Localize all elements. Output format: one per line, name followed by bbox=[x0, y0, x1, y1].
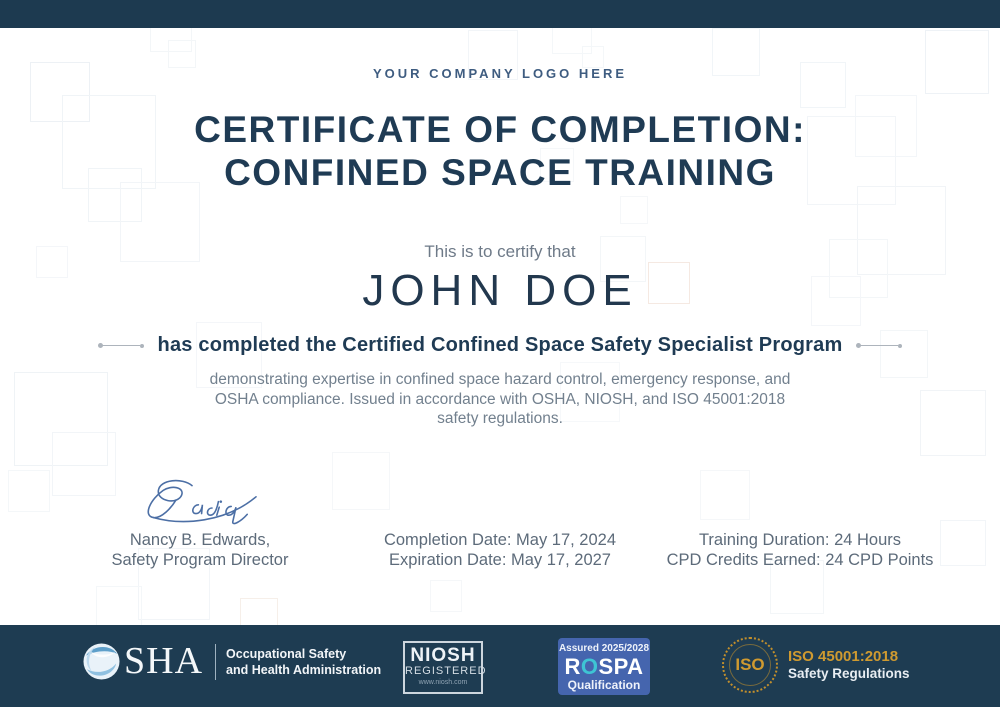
iso-standard: ISO 45001:2018 bbox=[788, 648, 899, 665]
niosh-name: NIOSH bbox=[410, 645, 476, 666]
credits-block bbox=[655, 530, 945, 570]
rospa-qualification: Qualification bbox=[567, 678, 641, 692]
osha-name-line1: Occupational Safety bbox=[226, 646, 347, 661]
osha-acronym: SHA bbox=[124, 640, 204, 682]
rospa-name bbox=[558, 655, 650, 679]
iso-subtitle: Safety Regulations bbox=[788, 666, 910, 681]
dates-block bbox=[355, 530, 645, 570]
divider-ornament-left-icon bbox=[102, 345, 140, 346]
niosh-badge bbox=[403, 641, 487, 694]
certificate-title-line2: CONFINED SPACE TRAINING bbox=[224, 152, 776, 193]
cpd-credits: CPD Credits Earned: 24 CPD Points bbox=[666, 551, 934, 569]
signature-image bbox=[135, 476, 265, 532]
certificate-description: demonstrating expertise in confined space hazard control, emergency response, and OSHA compliance. Issued in accordance with OSHA, NIOSH, and ISO 45001:2018 safety regulations. bbox=[209, 371, 791, 427]
rospa-badge bbox=[558, 638, 650, 695]
iso-seal-icon bbox=[722, 637, 778, 693]
program-line: has completed the Certified Confined Space Safety Specialist Program bbox=[157, 334, 843, 356]
signatory-title: Safety Program Director bbox=[111, 551, 289, 569]
iso-text-block bbox=[788, 648, 910, 682]
iso-badge bbox=[722, 637, 910, 693]
osha-logo bbox=[83, 640, 382, 682]
osha-name-line2: and Health Administration bbox=[226, 662, 382, 677]
signatory-block bbox=[55, 530, 345, 570]
training-duration: Training Duration: 24 Hours bbox=[698, 531, 902, 549]
certificate-title bbox=[0, 108, 1000, 194]
osha-globe-icon bbox=[83, 643, 120, 680]
rospa-assured: Assured 2025/2028 bbox=[558, 643, 650, 654]
niosh-status: REGISTERED bbox=[405, 665, 487, 677]
iso-seal-text: ISO bbox=[729, 644, 771, 686]
certify-text: This is to certify that bbox=[424, 242, 576, 261]
top-accent-bar bbox=[0, 0, 1000, 28]
osha-full-name bbox=[226, 646, 381, 678]
completion-date: Completion Date: May 17, 2024 bbox=[383, 531, 617, 549]
niosh-url: www.niosh.com bbox=[418, 679, 468, 686]
certificate-title-line1: CERTIFICATE OF COMPLETION: bbox=[194, 109, 806, 150]
expiration-date: Expiration Date: May 17, 2027 bbox=[389, 551, 611, 569]
company-logo-placeholder: YOUR COMPANY LOGO HERE bbox=[372, 66, 628, 81]
program-row bbox=[0, 334, 1000, 357]
osha-divider bbox=[215, 644, 216, 680]
rospa-name-r: R bbox=[564, 654, 581, 679]
divider-ornament-right-icon bbox=[860, 345, 898, 346]
recipient-name: JOHN DOE bbox=[362, 266, 638, 315]
rospa-name-spa: SPA bbox=[598, 654, 644, 679]
signatory-name: Nancy B. Edwards, bbox=[129, 531, 271, 549]
rospa-name-o: O bbox=[580, 654, 599, 679]
